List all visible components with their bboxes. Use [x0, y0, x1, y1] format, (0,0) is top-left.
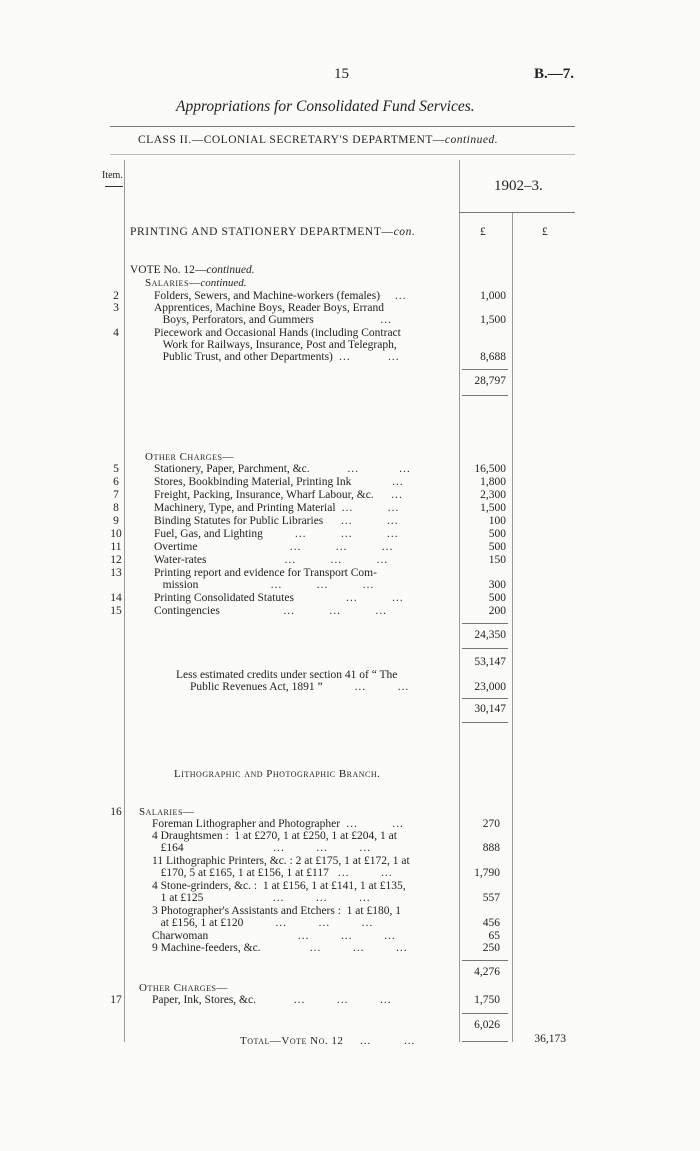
year-column-header: 1902–3. [494, 178, 543, 194]
charge-amount: 500 [488, 592, 506, 604]
page-number: 15 [334, 66, 349, 82]
vote-label: VOTE No. 12— [130, 264, 207, 276]
item-number: 10 [110, 528, 122, 540]
vote-grand-total: 36,173 [534, 1033, 566, 1045]
charge-amount: 1,800 [480, 476, 506, 488]
charge-amount: 16,500 [474, 463, 506, 475]
salaries-heading-text: Salaries— [145, 277, 201, 289]
salary-amount: 270 [482, 818, 500, 830]
combined-total: 53,147 [474, 656, 506, 668]
branch-heading: Lithographic and Photographic Branch. [174, 768, 381, 780]
department-title: PRINTING AND STATIONERY DEPARTMENT— [130, 226, 394, 238]
salary-description: 1 at £125 … … … [152, 892, 371, 904]
salary-description: 4 Draughtsmen : 1 at £270, 1 at £250, 1 at £204, 1 at [152, 830, 397, 842]
item-number: 5 [113, 463, 119, 475]
salary-amount: 1,500 [480, 314, 506, 326]
other-charges-subtotal: 24,350 [474, 629, 506, 641]
item-number: 13 [110, 567, 122, 579]
salaries-heading: Salaries— [139, 806, 195, 818]
salary-description: 4 Stone-grinders, &c. : 1 at £156, 1 at £141, 1 at £135, [152, 880, 406, 892]
charge-amount: 150 [488, 554, 506, 566]
salary-description: £170, 5 at £165, 1 at £156, 1 at £117 … … [152, 867, 393, 879]
item-number: 12 [110, 554, 122, 566]
department-heading [130, 226, 415, 238]
charge-amount: 200 [488, 605, 506, 617]
charge-description: Stationery, Paper, Parchment, &c. … … [154, 463, 411, 475]
subtotal-rule [462, 698, 508, 699]
item-number: 15 [110, 605, 122, 617]
salary-description: 11 Lithographic Printers, &c. : 2 at £175, 1 at £172, 1 at [152, 855, 410, 867]
salary-description: Foreman Lithographer and Photographer … … [152, 818, 404, 830]
salary-description: £164 … … … [152, 842, 371, 854]
salary-description: 9 Machine-feeders, &c. … … … [152, 942, 408, 954]
less-credits-amount: 23,000 [474, 681, 506, 693]
salary-amount: 456 [482, 917, 500, 929]
amount-column-rule-mid [512, 212, 513, 1042]
item-number: 16 [110, 806, 122, 818]
page-title: Appropriations for Consolidated Fund Services. [176, 98, 475, 115]
other-charges-heading: Other Charges— [145, 451, 234, 463]
item-number: 17 [110, 994, 122, 1006]
subtotal-rule [462, 1041, 508, 1042]
charge-amount: 1,500 [480, 502, 506, 514]
item-number: 2 [113, 290, 119, 302]
rule [110, 154, 575, 155]
currency-symbol: £ [542, 226, 548, 238]
charge-amount: 100 [488, 515, 506, 527]
charge-description: Stores, Bookbinding Material, Printing Ink … [154, 476, 404, 488]
vote-label-continued: continued. [206, 264, 255, 276]
salary-description: Piecework and Occasional Hands (including Contract [154, 327, 401, 339]
department-title-suffix: con. [393, 226, 416, 238]
charge-description: Paper, Ink, Stores, &c. … … … [152, 994, 392, 1006]
salary-amount: 888 [482, 842, 500, 854]
year-header-rule [459, 212, 575, 213]
branch-total: 6,026 [474, 1019, 500, 1031]
item-number: 8 [113, 502, 119, 514]
charge-description: Freight, Packing, Insurance, Wharf Labour, &c. … [154, 489, 403, 501]
net-total: 30,147 [474, 703, 506, 715]
currency-symbol: £ [480, 226, 486, 238]
charge-description: Fuel, Gas, and Lighting … … … [154, 528, 399, 540]
document-reference: B.—7. [534, 66, 575, 82]
salary-description: 3 Photographer's Assistants and Etchers : 1 at £180, 1 [152, 905, 401, 917]
salary-amount: 1,000 [480, 290, 506, 302]
item-number: 6 [113, 476, 119, 488]
charge-description: Contingencies … … … [154, 605, 387, 617]
other-charges-heading: Other Charges— [139, 982, 228, 994]
salary-amount: 557 [482, 892, 500, 904]
subtotal-rule [462, 623, 508, 624]
salary-description: at £156, 1 at £120 … … … [152, 917, 373, 929]
salary-amount: 250 [482, 942, 500, 954]
subtotal-rule [462, 395, 508, 396]
item-number: 9 [113, 515, 119, 527]
charge-description: Printing Consolidated Statutes … … [154, 592, 404, 604]
item-number: 4 [113, 327, 119, 339]
item-column-header: Item. [102, 170, 123, 181]
salary-description: Boys, Perforators, and Gummers … [154, 314, 392, 326]
class-heading [138, 134, 498, 146]
subtotal-rule [462, 1013, 508, 1014]
vote-total-label: Total—Vote No. 12 … … [240, 1035, 416, 1047]
item-number: 14 [110, 592, 122, 604]
charge-description: Machinery, Type, and Printing Material … … [154, 502, 399, 514]
branch-salaries-subtotal: 4,276 [474, 966, 500, 978]
salary-amount: 1,790 [474, 867, 500, 879]
item-number: 3 [113, 302, 119, 314]
class-heading-text: CLASS II.—COLONIAL SECRETARY'S DEPARTMENT— [138, 134, 445, 146]
salary-amount: 65 [488, 930, 500, 942]
charge-amount: 1,750 [474, 994, 500, 1006]
subtotal-rule [462, 722, 508, 723]
class-heading-continued: continued. [444, 134, 499, 146]
less-credits-line: Public Revenues Act, 1891 ” … … [190, 681, 409, 693]
subtotal-rule [462, 369, 508, 370]
charge-amount: 2,300 [480, 489, 506, 501]
salary-description: Folders, Sewers, and Machine-workers (females) … [154, 290, 406, 302]
charge-description: Water-rates … … … [154, 554, 388, 566]
salaries-subtotal: 28,797 [474, 375, 506, 387]
charge-description: Printing report and evidence for Transport Com- [154, 567, 377, 579]
subtotal-rule [462, 648, 508, 649]
salary-description: Charwoman … … … [152, 930, 396, 942]
rule [110, 126, 575, 127]
item-number: 7 [113, 489, 119, 501]
salary-description: Apprentices, Machine Boys, Reader Boys, Errand [154, 302, 384, 314]
item-number: 11 [110, 541, 122, 553]
charge-description: mission … … … [154, 579, 374, 591]
charge-amount: 500 [488, 528, 506, 540]
subtotal-rule [462, 960, 508, 961]
charge-amount: 300 [488, 579, 506, 591]
salary-amount: 8,688 [480, 351, 506, 363]
less-credits-line: Less estimated credits under section 41 of “ The [176, 669, 398, 681]
charge-description: Overtime … … … [154, 541, 393, 553]
salary-description: Work for Railways, Insurance, Post and Telegraph, [154, 339, 397, 351]
salaries-heading-continued: continued. [200, 277, 247, 289]
vote-heading [130, 264, 255, 276]
item-header-rule [105, 186, 123, 187]
salaries-heading [145, 277, 247, 289]
salary-description: Public Trust, and other Departments) … … [154, 351, 399, 363]
charge-amount: 500 [488, 541, 506, 553]
charge-description: Binding Statutes for Public Libraries … … [154, 515, 399, 527]
